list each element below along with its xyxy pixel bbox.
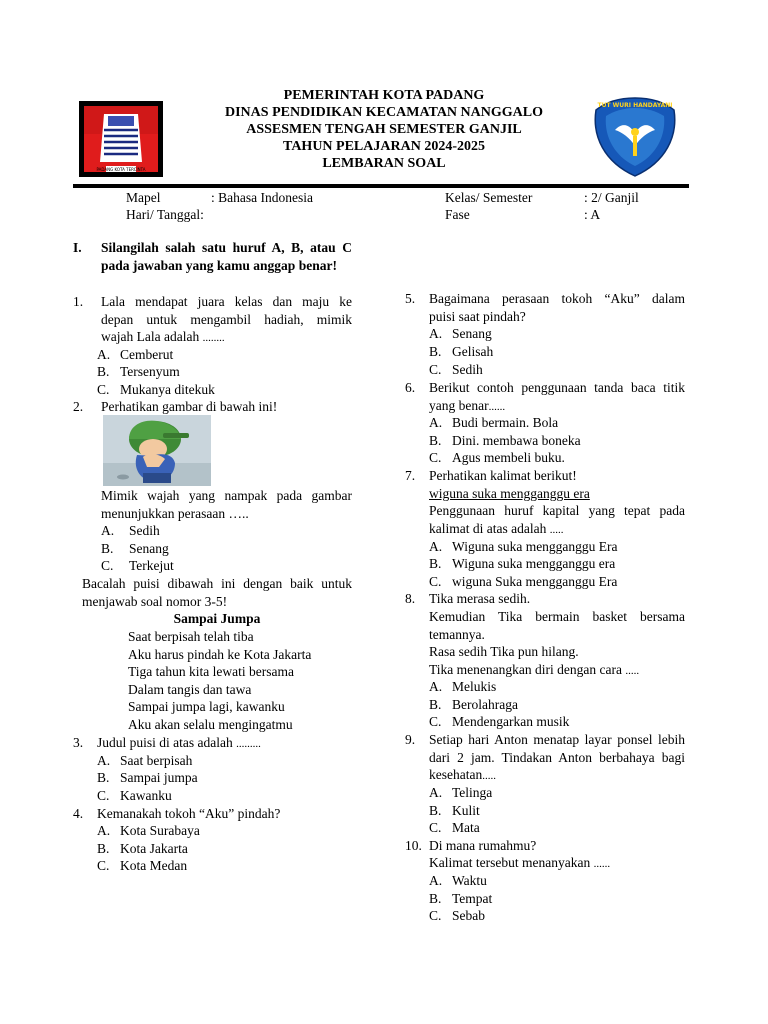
q5-option-a-key: A.: [429, 326, 443, 341]
q2-text-line-1: Mimik wajah yang nampak pada gambar: [101, 488, 352, 503]
q3-option-b-key: B.: [97, 770, 110, 785]
svg-text:PADANG KOTA TERCINTA: PADANG KOTA TERCINTA: [96, 167, 146, 172]
header-divider: [73, 184, 689, 188]
q5-text-line-1: Bagaimana perasaan tokoh “Aku” dalam: [429, 291, 685, 306]
q3-option-c-key: C.: [97, 788, 110, 803]
poem-intro-line-2: menjawab soal nomor 3-5!: [82, 594, 228, 609]
q1-option-a[interactable]: Cemberut: [120, 347, 174, 362]
q2-text-line-2: menunjukkan perasaan …..: [101, 506, 249, 521]
q7-text-line-4: kalimat di atas adalah .....: [429, 521, 564, 536]
q6-option-b[interactable]: Dini. membawa boneka: [452, 433, 581, 448]
q8-text-line-3: temannya.: [429, 627, 485, 642]
q7-option-b-key: B.: [429, 556, 442, 571]
q7-number: 7.: [405, 468, 416, 483]
q7-option-a[interactable]: Wiguna suka mengganggu Era: [452, 539, 618, 554]
q9-text-line-2: dari 2 jam. Tindakan Anton berbahaya bagi: [429, 750, 685, 765]
q2-option-b[interactable]: Senang: [129, 541, 169, 556]
q1-text-line-3: wajah Lala adalah ........: [101, 329, 225, 344]
kelas-semester-label: Kelas/ Semester: [445, 190, 533, 205]
q8-number: 8.: [405, 591, 416, 606]
poem-intro-line-1: Bacalah puisi dibawah ini dengan baik untuk: [82, 576, 352, 591]
section-instruction-line-1: Silangilah salah satu huruf A, B, atau C: [101, 240, 352, 255]
mapel-value: : Bahasa Indonesia: [211, 190, 313, 205]
q10-option-b-key: B.: [429, 891, 442, 906]
q4-option-b-key: B.: [97, 841, 110, 856]
q6-option-c-key: C.: [429, 450, 442, 465]
q8-text-line-1: Tika merasa sedih.: [429, 591, 531, 606]
q6-text-line-1: Berikut contoh penggunaan tanda baca titik: [429, 380, 685, 395]
q2-option-b-key: B.: [101, 541, 114, 556]
header-line-4: TAHUN PELAJARAN 2024-2025: [283, 139, 485, 154]
q6-number: 6.: [405, 380, 416, 395]
q1-option-b-key: B.: [97, 364, 110, 379]
poem-title: Sampai Jumpa: [173, 611, 261, 626]
q10-option-c-key: C.: [429, 908, 442, 923]
q7-option-a-key: A.: [429, 539, 443, 554]
q7-text-line-3: Penggunaan huruf kapital yang tepat pada: [429, 503, 685, 518]
q10-option-a-key: A.: [429, 873, 443, 888]
q6-option-c[interactable]: Agus membeli buku.: [452, 450, 565, 465]
q5-option-b[interactable]: Gelisah: [452, 344, 494, 359]
header-line-2: DINAS PENDIDIKAN KECAMATAN NANGGALO: [225, 105, 543, 120]
q9-option-b[interactable]: Kulit: [452, 803, 480, 818]
fase-value: : A: [584, 207, 601, 222]
fase-label: Fase: [445, 207, 470, 222]
q6-option-a[interactable]: Budi bermain. Bola: [452, 415, 559, 430]
q3-option-a[interactable]: Saat berpisah: [120, 753, 193, 768]
q9-text-line-3: kesehatan.....: [429, 767, 496, 782]
header-line-3: ASSESMEN TENGAH SEMESTER GANJIL: [246, 122, 522, 137]
q8-option-c-key: C.: [429, 714, 442, 729]
q9-number: 9.: [405, 732, 416, 747]
q8-option-a[interactable]: Melukis: [452, 679, 497, 694]
q7-option-c-key: C.: [429, 574, 442, 589]
q1-option-c-key: C.: [97, 382, 110, 397]
q2-option-c[interactable]: Terkejut: [129, 558, 174, 573]
section-instruction-line-2: pada jawaban yang kamu anggap benar!: [101, 258, 337, 273]
q5-option-c-key: C.: [429, 362, 442, 377]
mapel-label: Mapel: [126, 190, 161, 205]
q2-option-a[interactable]: Sedih: [129, 523, 160, 538]
hari-tanggal-label: Hari/ Tanggal:: [126, 207, 204, 222]
q6-option-a-key: A.: [429, 415, 443, 430]
q3-option-b[interactable]: Sampai jumpa: [120, 770, 198, 785]
q3-text-line-1: Judul puisi di atas adalah .........: [97, 735, 261, 750]
q7-option-b[interactable]: Wiguna suka mengganggu era: [452, 556, 616, 571]
q7-option-c[interactable]: wiguna Suka mengganggu Era: [452, 574, 618, 589]
q1-option-c[interactable]: Mukanya ditekuk: [120, 382, 215, 397]
poem-line: Tiga tahun kita lewati bersama: [128, 664, 294, 679]
q4-text-line-1: Kemanakah tokoh “Aku” pindah?: [97, 806, 281, 821]
q4-option-a[interactable]: Kota Surabaya: [120, 823, 200, 838]
q1-option-b[interactable]: Tersenyum: [120, 364, 180, 379]
q9-option-a-key: A.: [429, 785, 443, 800]
q8-option-c[interactable]: Mendengarkan musik: [452, 714, 570, 729]
q2-option-c-key: C.: [101, 558, 114, 573]
kelas-semester-value: : 2/ Ganjil: [584, 190, 639, 205]
poem-line: Sampai jumpa lagi, kawanku: [128, 699, 285, 714]
header-line-1: PEMERINTAH KOTA PADANG: [283, 88, 485, 103]
q5-option-c[interactable]: Sedih: [452, 362, 483, 377]
q7-text-line-1: Perhatikan kalimat berikut!: [429, 468, 577, 483]
q3-option-c[interactable]: Kawanku: [120, 788, 172, 803]
q5-option-b-key: B.: [429, 344, 442, 359]
q10-text-line-2: Kalimat tersebut menanyakan ......: [429, 855, 611, 870]
q4-number: 4.: [73, 806, 84, 821]
q4-option-a-key: A.: [97, 823, 111, 838]
q8-text-line-5: Tika menenangkan diri dengan cara .....: [429, 662, 640, 677]
q7-example-sentence: wiguna suka mengganggu era: [429, 486, 590, 501]
q1-number: 1.: [73, 294, 84, 309]
q2-number: 2.: [73, 399, 84, 414]
q9-option-c-key: C.: [429, 820, 442, 835]
q1-option-a-key: A.: [97, 347, 111, 362]
q10-option-c[interactable]: Sebab: [452, 908, 485, 923]
q10-number: 10.: [405, 838, 422, 853]
q5-number: 5.: [405, 291, 416, 306]
q9-option-c[interactable]: Mata: [452, 820, 480, 835]
poem-line: Aku akan selalu mengingatmu: [128, 717, 293, 732]
q3-option-a-key: A.: [97, 753, 111, 768]
q8-text-line-2: Kemudian Tika bermain basket bersama: [429, 609, 685, 624]
q2-text-line-0: Perhatikan gambar di bawah ini!: [101, 399, 278, 414]
q10-option-a[interactable]: Waktu: [452, 873, 487, 888]
q4-option-c[interactable]: Kota Medan: [120, 858, 188, 873]
q3-number: 3.: [73, 735, 84, 750]
q10-option-b[interactable]: Tempat: [452, 891, 493, 906]
q10-text-line-1: Di mana rumahmu?: [429, 838, 537, 853]
q1-text-line-1: Lala mendapat juara kelas dan maju ke: [101, 294, 352, 309]
header-line-5: LEMBARAN SOAL: [322, 156, 446, 171]
q5-text-line-2: puisi saat pindah?: [429, 309, 526, 324]
q9-option-b-key: B.: [429, 803, 442, 818]
section-number: I.: [73, 240, 82, 255]
q2-option-a-key: A.: [101, 523, 115, 538]
poem-line: Saat berpisah telah tiba: [128, 629, 254, 644]
q4-option-c-key: C.: [97, 858, 110, 873]
q4-option-b[interactable]: Kota Jakarta: [120, 841, 188, 856]
poem-line: Aku harus pindah ke Kota Jakarta: [128, 647, 312, 662]
q8-text-line-4: Rasa sedih Tika pun hilang.: [429, 644, 579, 659]
svg-text:TUT WURI HANDAYANI: TUT WURI HANDAYANI: [597, 102, 673, 109]
q1-text-line-2: depan untuk mengambil hadiah, mimik: [101, 312, 352, 327]
q8-option-a-key: A.: [429, 679, 443, 694]
poem-line: Dalam tangis dan tawa: [128, 682, 252, 697]
q8-option-b-key: B.: [429, 697, 442, 712]
q8-option-b[interactable]: Berolahraga: [452, 697, 518, 712]
q9-option-a[interactable]: Telinga: [452, 785, 493, 800]
q9-text-line-1: Setiap hari Anton menatap layar ponsel lebih: [429, 732, 685, 747]
q6-text-line-2: yang benar......: [429, 398, 506, 413]
sad-boy-image: [103, 415, 211, 486]
q6-option-b-key: B.: [429, 433, 442, 448]
q5-option-a[interactable]: Senang: [452, 326, 492, 341]
